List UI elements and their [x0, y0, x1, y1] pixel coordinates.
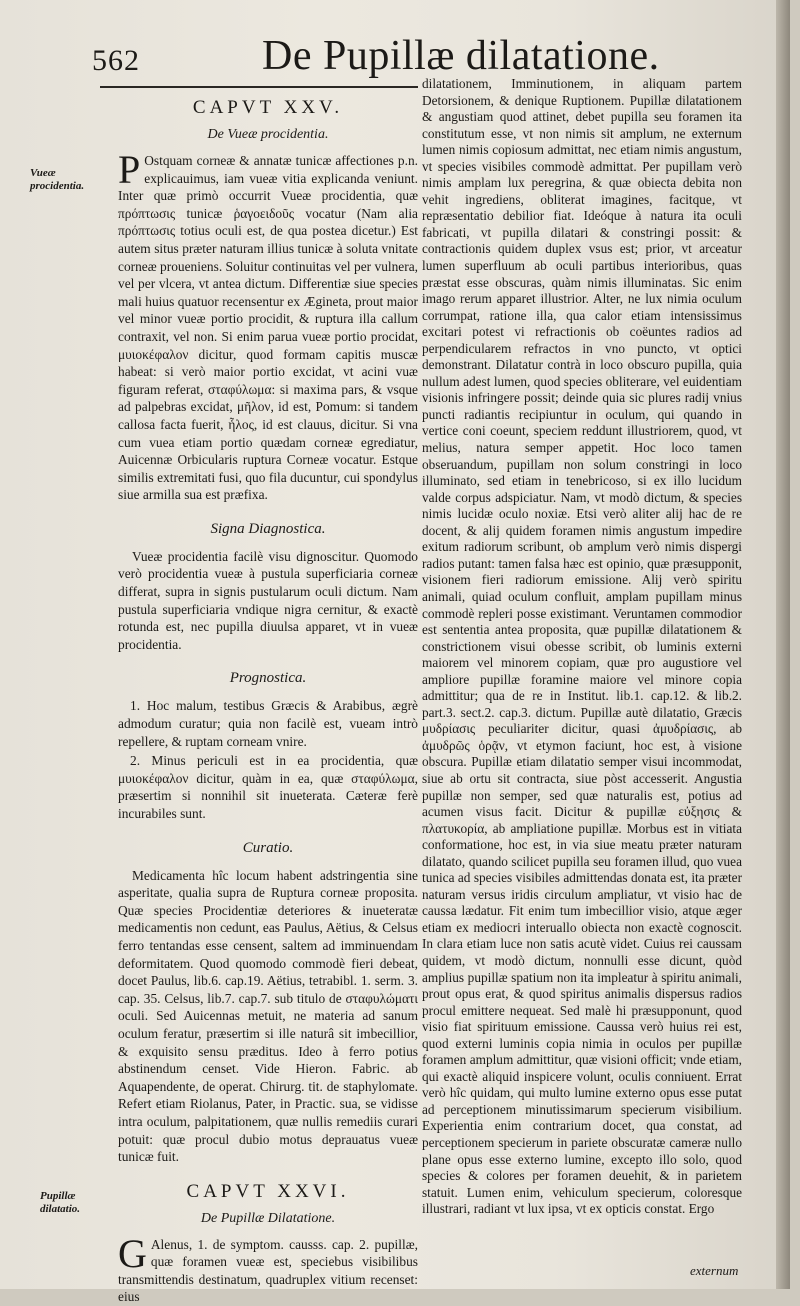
chapter-25-title: CAPVT XXV.	[192, 97, 344, 118]
page-gutter	[776, 0, 790, 1289]
catchword: externum	[690, 1263, 739, 1278]
header-rule	[100, 86, 418, 88]
chapter-26-intro	[118, 1230, 418, 1306]
signa-text: Vueæ procidentia facilè visu dignoscitur. Quomodo verò procidentia vueæ à pustula superficiaria corneæ differat, supra in signis pustularum oculi dictum. Nam pustula superficiaria vndique nigra cernitur, & exactè rotunda est, nec pupilla diuulsa apparet, vt in vueæ procidentia.	[118, 548, 418, 652]
prognostica-item-2: 2. Minus periculi est in ea procidentia, quæ μυιοκέφαλον dicitur, quàm in ea, quæ σταφύλωμα, præsertim si nonnihil sit inueterata. Cæteræ ferè incurabiles sunt.	[118, 753, 418, 821]
margin-note-pupilla: Pupillæ dilatatio.	[40, 1190, 81, 1215]
right-column-text: dilatationem, Imminutionem, in aliquam partem Detorsionem, & denique Ruptionem. Pupillæ dilatationem & angustiam quod attinet, debet pupilla seu foramen ita constitutum esse, vt non nimis sit amplum, ne externum lumen nimis copiosum admittat, nec etiam nimis angustum, vt species visibiles commodè admittat. Per pupillam verò nimis amplam lux peregrina, & quæ obiecta debita non vehit ingrediens, obliterat imagines, facitque, vt repræsentatio debilior fiat. Ideóque à natura ita oculi fabricati, vt pupilla dilatari & constringi possit: & contractionis quidem duplex vsus est; prior, vt arceatur lumen superfluum ab oculi partibus interioribus, quas præstat esse obscuras, quàm nimis illuminatas. Sic enim imago rerum apparet illustrior. Alter, ne lux nimia oculum corrumpat, ratione illa, qua calor etiam intensissimus excitari potest vi refractionis ob coëuntes radios ad perpendicularem refractos in vno puncto, vt optici demonstrant. Dilatatur contrà in loco obscuro pupilla, quia nullum adest lumen, quod species obliterare, vel euidentiam visionis infringere possit; deinde quia sic plures radij vnius puncti radiantis recipiuntur in oculum, qui quando in vertice coni coeunt, speciem reddunt illustriorem, quod, vt melius, natura semper appetit. Hoc loco tamen obseruandum, pupillam non solum constringi in loco illuminato, sed etiam in tenebricoso, si ex illo lucidum valde corpus adspiciatur. Nam, vt modò dictum, & species nimis lucidæ oculo noxiæ. Etsi verò aliter alij hac de re docent, & alij quidem foramen nimis angustum impedire exitum radiorum scribunt, ob amplum verò nimis dispergi radios putant: tamen falsa hæc est opinio, quæ præsupponit, visionem fieri radiorum emissione. Alij verò spiritu animali, quiad oculum confluit, amplam pupillam minus commodè repleri posse existimant. Veruntamen commodior est sententia antea proposita, quæ pupillæ dilatationem & constrictionem visui obesse scribit, ob luminis externi maiorem vel minorem copiam, quæ pro augustiore vel ampliore pupillæ foramine maiore vel minore copia admittitur; qua de re in Institut. lib.1. cap.12. & lib.2. part.3. sect.2. cap.3. dictum. Pupillæ autè dilatatio, Græcis μυδρίασις peculiariter dicitur, quasi ἀμυδρίασις, ab ἀμυδρῶς ὁρᾷν, vt etymon faciunt, hoc est, à visione obscura. Pupillæ etiam dilatatio semper visui incommodat, siue ab ortu sit contracta, siue pòst accesserit. Angustia pupillæ non semper, sed quæ naturalis est, potius ad acumen visus facit. Dicitur & pupillæ εὐξησις & πλατυκορία, ab ampliatione pupillæ. Morbus est in vitiata conformatione, hoc est, in via siue meatu præter naturam dilatato, quando scilicet pupilla seu foramen illud, quo vuea tunica ad species visibiles admittendas donata est, ita præter naturam versus iridis circulum ampliatur, vt visio hac de caussa lædatur. Fit enim tum imbecillior visio, atque æger etiam ex mediocri interuallo obiecta non exactè cognoscit. In clara etiam luce non satis acutè videt. Cuius rei caussam quidem, vt modò dictum, nonnulli esse dicunt, quòd amplius pupillæ spatium non ita impleatur à spiritu animali, prout opus erat, & quod spiritus animalis dispersus radios procul emittere nequeat. Sed malè hi præsupponunt, quod visio fiat spirituum emissione. Caussa verò huius rei est, quod externi luminis copia nimia in oculos per pupillæ foramen amplum admittitur, quæ visioni officit; vnde etiam, qui exactè aliquid inspicere volunt, oculis conniuent. Errat verò hîc quidam, qui multo lumine externo opus esse putat ad perceptionem minutissimarum specierum visibilium. Experientia enim contrarium docet, qua constat, ad perceptionem specierum in pariete obscuratæ cameræ nullo plane opus esse externo lumine, excepto illo solo, quod species & colores per foramen deuehit, & in parietem statuit. Lumen enim, vehiculum specierum, coloresque illustrari, radiant vt lux ipsa, vt ex opticis constat. Ergo	[422, 76, 742, 1217]
signa-heading: Signa Diagnostica.	[210, 520, 326, 537]
dropcap-g: G	[118, 1230, 147, 1276]
running-title: De Pupillæ dilatatione.	[262, 33, 660, 79]
dropcap-p: P	[118, 147, 141, 192]
margin-note-vuea: Vueæ procidentia.	[30, 167, 85, 192]
curatio-text: Medicamenta hîc locum habent adstringentia sine asperitate, qualia supra de Ruptura corneæ proposita. Quæ species Procidentiæ deteriores & inueteratæ medicamentis non cedunt, eas Paulus, Aëtius, & Celsus ferro tentandas esse censent, saltem ad imminuendam deformitatem. Quod quomodo commodè fieri debeat, docet Paulus, lib.6. cap.19. Aëtius, tetrabibl. 1. serm. 3. cap. 35. Celsus, lib.7. cap.7. sub titulo de σταφυλώματι oculi. Sed Auicennas metuit, ne materia ad sanum oculum feratur, præsertim si ille naturâ sit imbecillior, & exquisito sensu præditus. Ideo à ferro potius abstinendum censet. Vide Hieron. Fabric. ab Aquapendente, de operat. Chirurg. tit. de staphylomate. Refert etiam Riolanus, Pater, in Practic. sua, se vidisse intra oculum, palpitationem, quæ nullis remediis curari potuit: quæ procul dubio motus deprauatus vueæ tunicæ fuit.	[118, 867, 418, 1165]
page-number: 562	[92, 44, 140, 77]
right-column	[422, 76, 742, 1218]
chapter-25-intro-text: Ostquam corneæ & annatæ tunicæ affectiones p.n. explicauimus, iam vueæ vitia explicanda veniunt. Inter quæ primò occurrit Vueæ procidentia, quæ πρόπτωσις tunicæ ῥαγοειδοῦς vocatur (Nam alia πρόπτωσις totius oculi est, de qua postea dicetur.) Est autem situs præter naturam illius tunicæ à soluta vnitate corneæ proueniens. Soluitur continuitas vel per vulnera, vel per vlcera, vt antea dictum. Differentiæ siue species mali huius quatuor recensentur ex Ægineta, prout maior vel minor vueæ portio procidit, & ruptura illa callum contraxit, vel non. Si enim parua vueæ portio procidat, μυιοκέφαλον dicitur, quod formam capitis muscæ habeat: si verò maior portio excidat, vt acini vuæ figuram referat, σταφύλωμα: si maxima pars, & vsque ad palpebras excidat, μῆλον, id est, Pomum: si tandem callosa facta fuerit, ἧλος, id est clauus, dicitur. Si vna cum vuea etiam portio quædam corneæ egrediatur, Auicennæ Orbicularis ruptura Corneæ vocatur. Estque similis extremitati fusi, quo fila ducuntur, cui spondylus siue armilla sua est præfixa.	[118, 153, 418, 503]
left-column	[118, 96, 418, 1306]
chapter-25-intro	[118, 147, 418, 504]
chapter-26-title: CAPVT XXVI.	[186, 1180, 350, 1202]
chapter-26-subtitle: De Pupillæ Dilatatione.	[200, 1210, 336, 1226]
chapter-25-subtitle: De Vueæ procidentia.	[207, 127, 329, 142]
prognostica-item-1: 1. Hoc malum, testibus Græcis & Arabibus, ægrè admodum curatur; quia non facilè est, vueam intrò repellere, & ruptam corneam vnire.	[118, 698, 418, 749]
curatio-heading: Curatio.	[242, 839, 294, 856]
prognostica-heading: Prognostica.	[229, 670, 307, 687]
chapter-26-intro-text: Alenus, 1. de symptom. causss. cap. 2. pupillæ, quæ foramen vueæ est, speciebus visibilibus transmittendis destinatum, quadruplex vitium recenset: eius	[118, 1236, 418, 1305]
